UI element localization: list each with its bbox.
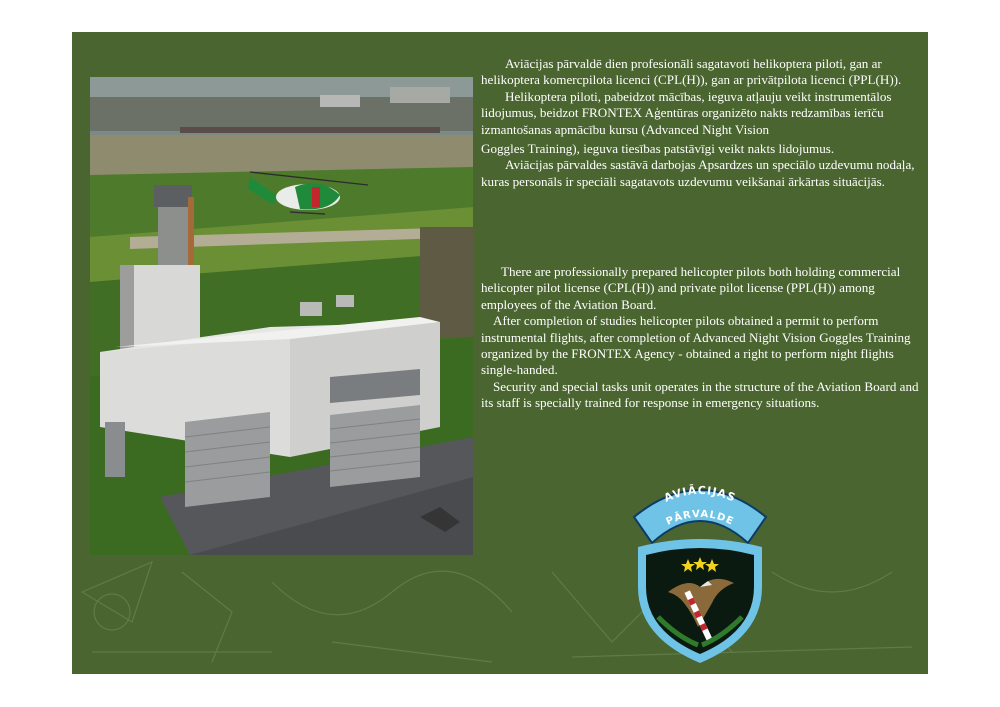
emblem-ribbon-line2: PĀRVALDE: [664, 508, 736, 528]
english-paragraph-1: There are professionally prepared helicopter pilots both holding commercial helicopter pilot license (CPL(H)) and private pilot license (PPL(H)) among employees of the Aviation Board.: [481, 264, 901, 312]
latvian-paragraph-2b: Goggles Training), ieguva tiesības patstāvīgi veikt nakts lidojumus.: [481, 141, 835, 157]
emblem-ribbon-line1: AVIĀCIJAS: [662, 483, 738, 505]
english-paragraph-3: Security and special tasks unit operates in the structure of the Aviation Board and its staff is specially trained for response in emergency situations.: [481, 378, 919, 411]
building-helicopter-photo: [90, 77, 473, 555]
latvian-text-block: [481, 56, 921, 190]
latvian-paragraph-1: Aviācijas pārvaldē dien profesionāli sagatavoti helikoptera piloti, gan ar helikoptera komercpilota licenci (CPL(H)), gan ar privātpilota licenci (PPL(H)).: [481, 56, 902, 88]
background-watermark: [72, 552, 928, 672]
latvian-paragraph-2a: Helikoptera piloti, pabeidzot mācības, ieguva atļauju veikt instrumentālos lidojumus, beidzot FRONTEX Aģentūras organizēto nakts redzamības ierīču izmantošanas apmācību kursu (Advanced Night Vision: [481, 88, 892, 137]
english-text-block: [481, 264, 921, 412]
english-paragraph-2: After completion of studies helicopter pilots obtained a permit to perform instrumental flights, after completion of Advanced Night Vision Goggles Training organized by the FRONTEX Agency - obtained a right to perform night flights single-handed.: [481, 313, 911, 378]
latvian-paragraph-3: Aviācijas pārvaldes sastāvā darbojas Apsardzes un speciālo uzdevumu nodaļa, kuras personāls ir speciāli sagatavots uzdevumu veikšanai ārkārtas situācijās.: [481, 157, 915, 189]
page-panel: [72, 32, 928, 674]
eagle-shield-emblem-icon: [628, 477, 772, 665]
